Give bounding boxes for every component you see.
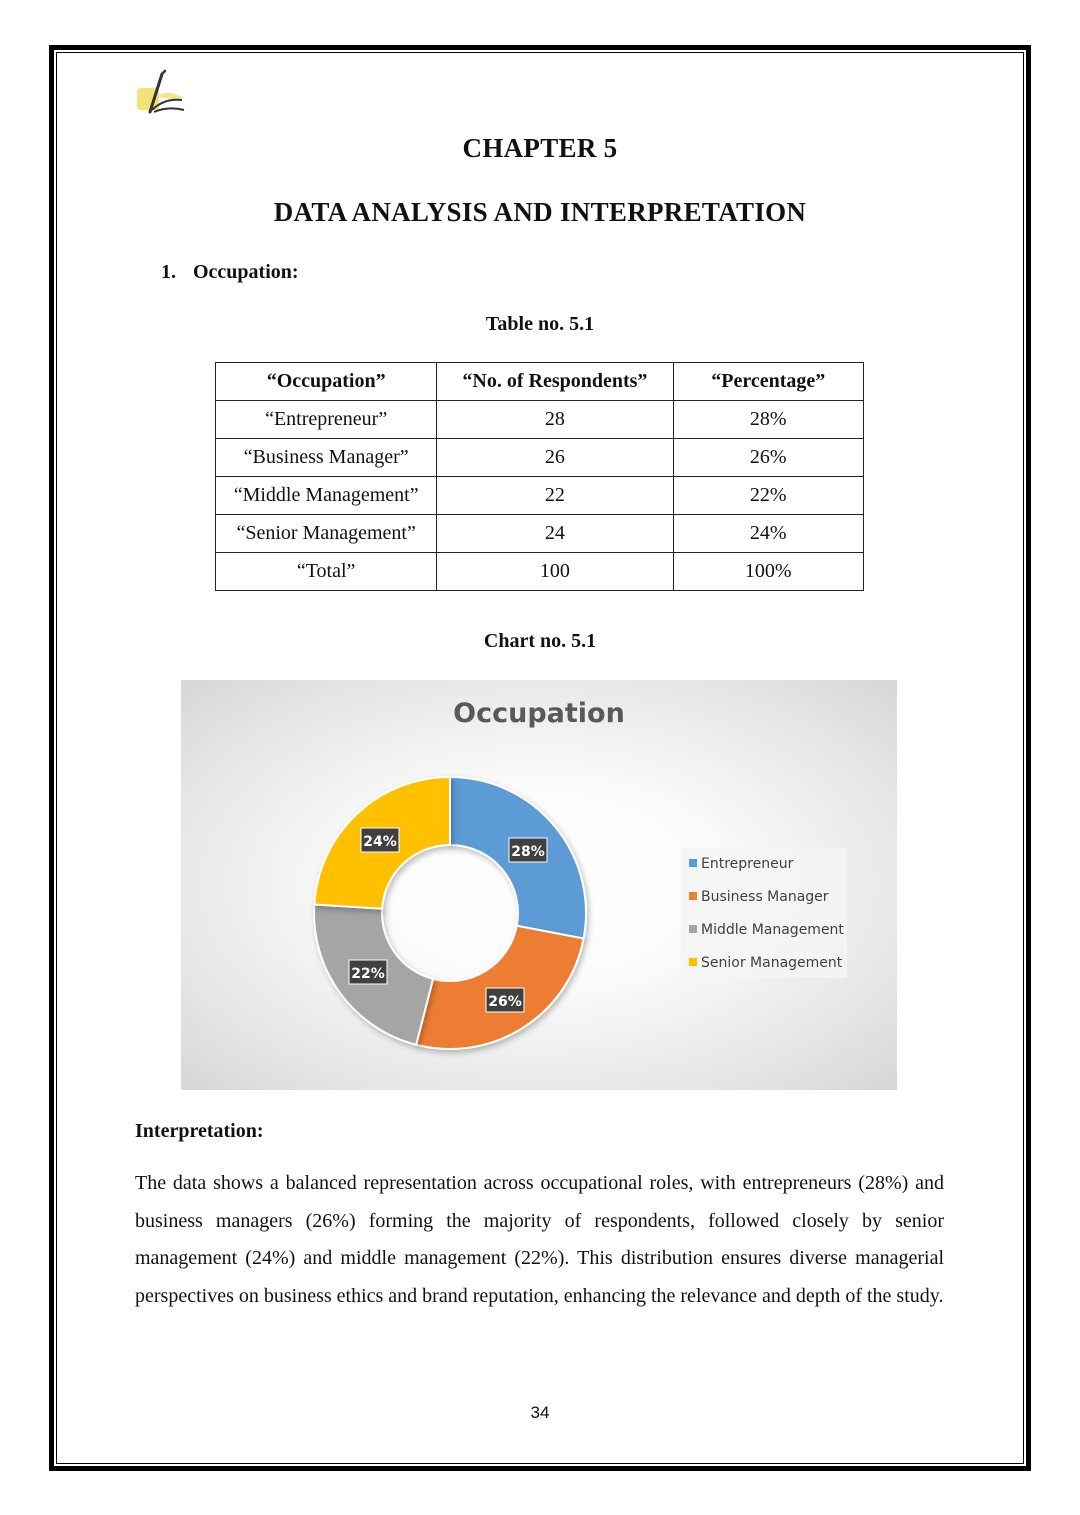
table-cell: “Middle Management” bbox=[216, 477, 437, 515]
legend-swatch bbox=[689, 925, 697, 933]
table-cell: “Total” bbox=[216, 553, 437, 591]
table-cell: 26 bbox=[437, 439, 673, 477]
table-cell: 22 bbox=[437, 477, 673, 515]
table-cell: 100% bbox=[673, 553, 864, 591]
table-cell: 100 bbox=[437, 553, 673, 591]
svg-text:22%: 22% bbox=[351, 966, 385, 982]
legend-swatch bbox=[689, 958, 697, 966]
table-row bbox=[216, 439, 864, 477]
donut-slice-business-manager bbox=[416, 926, 583, 1049]
table-cell: 22% bbox=[673, 477, 864, 515]
header-percentage: “Percentage” bbox=[673, 363, 864, 401]
table-caption: Table no. 5.1 bbox=[485, 313, 595, 335]
interpretation-heading: Interpretation: bbox=[135, 1120, 264, 1142]
chapter-label: CHAPTER 5 bbox=[462, 133, 618, 163]
table-row-total bbox=[216, 553, 864, 591]
chapter-title: DATA ANALYSIS AND INTERPRETATION bbox=[273, 197, 807, 227]
table-cell: “Senior Management” bbox=[216, 515, 437, 553]
legend-label: Business Manager bbox=[701, 889, 829, 905]
table-cell: 28% bbox=[673, 401, 864, 439]
section-title: Occupation: bbox=[193, 261, 299, 283]
occupation-donut-chart bbox=[181, 680, 897, 1090]
legend-swatch bbox=[689, 892, 697, 900]
table-row bbox=[216, 477, 864, 515]
table-cell: “Entrepreneur” bbox=[216, 401, 437, 439]
legend-item-entrepreneur bbox=[689, 855, 793, 873]
legend-label: Senior Management bbox=[701, 955, 843, 971]
header-respondents: “No. of Respondents” bbox=[437, 363, 673, 401]
table-cell: 24% bbox=[673, 515, 864, 553]
legend-item-senior-management bbox=[689, 954, 842, 972]
table-row bbox=[216, 515, 864, 553]
chart-caption: Chart no. 5.1 bbox=[483, 630, 597, 652]
data-label-middle-management bbox=[349, 960, 387, 984]
chart-legend bbox=[681, 848, 847, 978]
table-cell: 28 bbox=[437, 401, 673, 439]
table-row bbox=[216, 401, 864, 439]
section-number: 1. bbox=[161, 261, 176, 283]
data-label-senior-management bbox=[361, 828, 399, 852]
table-cell: 26% bbox=[673, 439, 864, 477]
section-heading bbox=[161, 261, 299, 284]
table-cell: 24 bbox=[437, 515, 673, 553]
legend-swatch bbox=[689, 859, 697, 867]
pen-writing-icon bbox=[134, 68, 190, 120]
table-cell: “Business Manager” bbox=[216, 439, 437, 477]
occupation-table bbox=[215, 362, 864, 591]
svg-text:28%: 28% bbox=[511, 844, 545, 860]
legend-item-business-manager bbox=[689, 888, 829, 906]
header-occupation: “Occupation” bbox=[216, 363, 437, 401]
table-header-row bbox=[216, 363, 864, 401]
svg-text:26%: 26% bbox=[488, 994, 522, 1010]
page-number: 34 bbox=[530, 1403, 550, 1422]
data-label-entrepreneur bbox=[509, 838, 547, 862]
data-label-business-manager bbox=[486, 988, 524, 1012]
legend-label: Middle Management bbox=[701, 922, 844, 938]
svg-text:24%: 24% bbox=[363, 834, 397, 850]
interpretation-text: The data shows a balanced representation across occupational roles, with entrepreneurs (28%) and business managers (26%) forming the majority of respondents, followed closely by senior management (24%) and middle management (22%). This distribution ensures diverse managerial perspectives on business ethics and brand reputation, enhancing the relevance and depth of the study. bbox=[135, 1172, 944, 1307]
legend-item-middle-management bbox=[689, 921, 844, 939]
legend-label: Entrepreneur bbox=[701, 856, 794, 872]
chart-title: Occupation bbox=[453, 698, 625, 729]
